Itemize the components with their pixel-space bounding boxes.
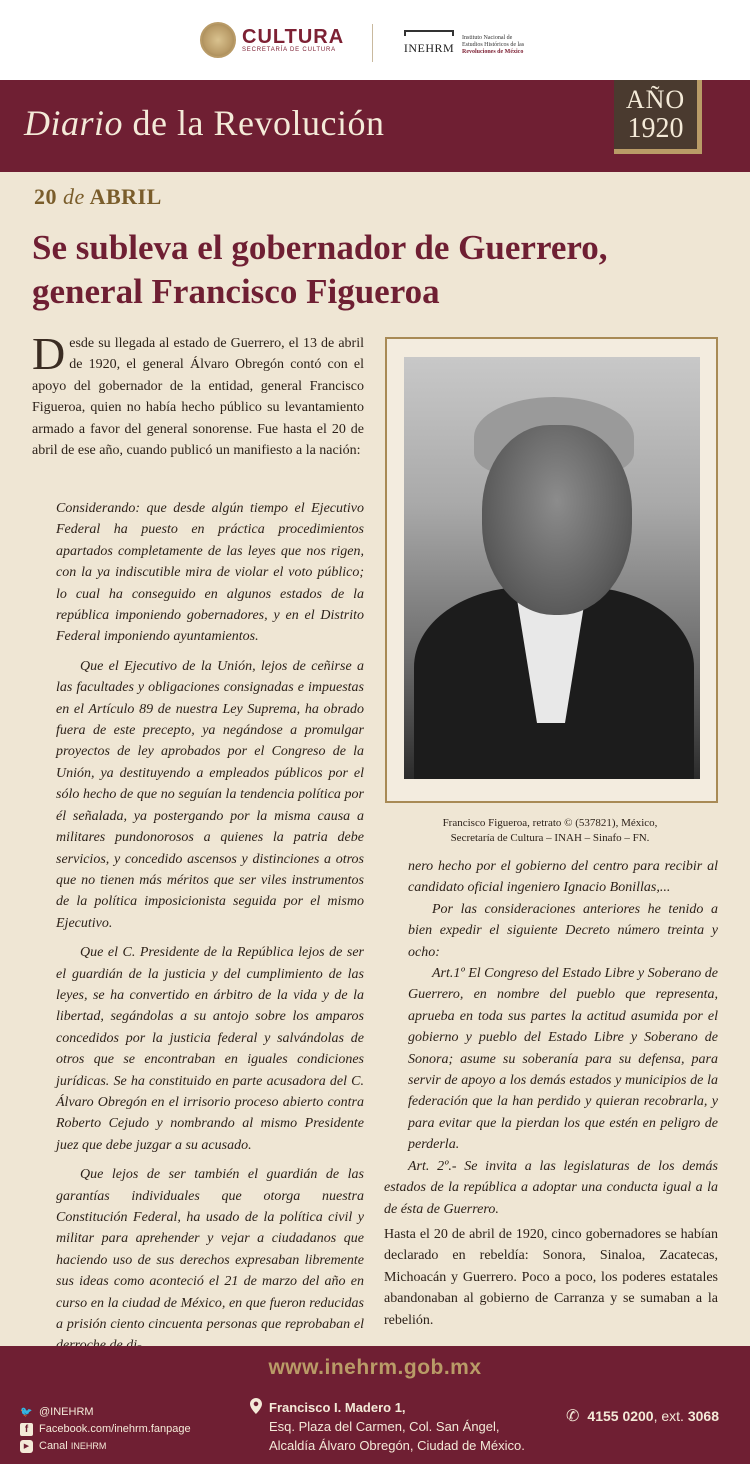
manifesto-quote-left bbox=[56, 498, 364, 1357]
inehrm-fullname: Instituto Nacional de Estudios Históricos de las Revoluciones de México bbox=[462, 35, 525, 55]
twitter-link[interactable]: 🐦 @INEHRM bbox=[20, 1406, 94, 1418]
quote-paragraph: Que el Ejecutivo de la Unión, lejos de ceñirse a las facultades y obligaciones consignadas e impuestas en el Artículo 89 de nuestra Ley Suprema, ha obrado fuera de este precepto, ya negándose a promulgar proyectos de ley aprobados por el Congreso de la Unión, ya destituyendo a empleados públicos por el sólo hecho de que no seguían la tendencia política por él señalada, ya postergando por la misma causa a militares pundonorosos a quienes la patria debe servicios, y concedido ascensos y distinciones a otros que no tienen más méritos que ser viles instrumentos de la política imposicionista seguida por el mismo Ejecutivo. bbox=[56, 658, 364, 931]
social-links bbox=[20, 1404, 191, 1455]
entry-date: 20 de ABRIL bbox=[34, 184, 162, 209]
closing-paragraph: Hasta el 20 de abril de 1920, cinco gobernadores se habían declarado en rebeldía: Sonora, Sinaloa, Zacatecas, Michoacán y Guerrero. Poco a poco, los poderes estatales abandonaban al gobierno de Carranza y se sumaban a la rebelión. bbox=[384, 1227, 718, 1328]
phone-contact[interactable]: ✆ 4155 0200 , ext. 3068 bbox=[566, 1408, 719, 1425]
mexico-seal-icon bbox=[200, 22, 236, 58]
location-pin-icon bbox=[250, 1398, 262, 1414]
inehrm-wordmark: INEHRM bbox=[403, 41, 455, 55]
address-block bbox=[250, 1398, 525, 1455]
drop-cap: D bbox=[32, 328, 66, 379]
cultura-logo[interactable] bbox=[200, 22, 344, 58]
address-line: Esq. Plaza del Carmen, Col. San Ángel, bbox=[269, 1419, 500, 1434]
logo-divider bbox=[372, 24, 373, 62]
intro-paragraph: Desde su llegada al estado de Guerrero, el 13 de abril de 1920, el general Álvaro Obregón contó con el apoyo del gobernador de la entidad, general Francisco Figueroa, quien no había hecho público su levantamiento armado a favor del general sonorense. Fue hasta el 20 de abril de ese año, cuando publicó un manifiesto a la nación: bbox=[32, 328, 364, 459]
footer bbox=[0, 1346, 750, 1464]
website-link[interactable]: www.inehrm.gob.mx bbox=[268, 1356, 482, 1379]
publication-title: Diario de la Revolución bbox=[24, 103, 385, 143]
top-header bbox=[0, 0, 750, 80]
quote-paragraph: Art.1º El Congreso del Estado Libre y Soberano de Guerrero, en nombre del pueblo que representa, aprueba en toda sus partes la actitud asumida por el gobierno y pueblo del Estado Libre y Soberano de Sonora; asume su soberanía para su defensa, para servir de apoyo a los demás estados y municipios de la federación que la han perdido y quieran recobrarla, y para evitar que la pierdan los que estén en peligro de perderla. bbox=[408, 966, 719, 1153]
quote-paragraph: Por las consideraciones anteriores he tenido a bien expedir el siguiente Decreto número treinta y ocho: bbox=[408, 901, 718, 960]
portrait-photo bbox=[404, 357, 700, 779]
youtube-icon: ▶ bbox=[20, 1440, 33, 1453]
quote-paragraph: Considerando: que desde algún tiempo el Ejecutivo Federal ha puesto en práctica procedimientos apartados completamente de las leyes que nos rigen, con la ya indiscutible mira de violar el voto público; lo cual ha conseguido en algunos estados de la república imponiendo gobernadores, y en el Distrito Federal imponiendo ayuntamientos. bbox=[56, 501, 364, 645]
photo-caption: Francisco Figueroa, retrato © (537821), México, Secretaría de Cultura – INAH – Sinafo – FN. bbox=[442, 817, 658, 844]
phone-icon: ✆ bbox=[566, 1408, 580, 1425]
inehrm-logo[interactable] bbox=[400, 30, 524, 56]
twitter-icon: 🐦 bbox=[20, 1407, 33, 1418]
youtube-link[interactable]: ▶ Canal INEHRM bbox=[20, 1438, 191, 1455]
year-value: 1920 bbox=[627, 113, 684, 144]
year-label: AÑO bbox=[625, 85, 686, 114]
cultura-wordmark: CULTURA bbox=[242, 26, 345, 48]
inehrm-building-icon bbox=[400, 30, 458, 56]
year-badge bbox=[614, 80, 702, 154]
cultura-subtitle: SECRETARÍA DE CULTURA bbox=[242, 47, 336, 53]
quote-paragraph: Art. 2º.- Se invita a las legislaturas de los demás estados de la república a adoptar una conducta igual a la de ésta de Guerrero. bbox=[384, 1158, 718, 1217]
article-headline: Se subleva el gobernador de Guerrero, general Francisco Figueroa bbox=[32, 228, 608, 311]
quote-paragraph: Que el C. Presidente de la República lejos de ser el guardián de la justicia y del cumplimiento de las leyes, se ha convertido en árbitro de la vida y de la libertad, segándolas a su antojo sobre los amparos concedidos por la justicia federal y salvándolas de otros que se encontraban en iguales condiciones jurídicas. Se ha constituido en parte acusadora del C. Álvaro Obregón en el irrisorio proceso abierto contra Roberto Cejudo y nombrando al mismo Presidente juez que debe juzgar a su acusado. bbox=[56, 945, 364, 1153]
facebook-icon: f bbox=[20, 1423, 33, 1436]
address-street: Francisco I. Madero 1, bbox=[269, 1400, 406, 1415]
quote-paragraph: nero hecho por el gobierno del centro para recibir al candidato oficial ingeniero Ignacio Bonillas,... bbox=[408, 859, 718, 896]
quote-paragraph: Que lejos de ser también el guardián de las garantías individuales que otorga nuestra Constitución Federal, ha usado de la política civil y militar para aprehender y vejar a ciudadanos que haciendo uso de sus derechos expresaban libremente sus ideas como aconteció el 21 de marzo del año en curso en la ciudad de México, en que fueron reducidas a prisión ciento cincuenta personas que reprobaban el bbox=[56, 1167, 364, 1333]
facebook-link[interactable]: f Facebook.com/inehrm.fanpage bbox=[20, 1421, 191, 1438]
manifesto-quote-right bbox=[384, 856, 719, 1220]
address-line: Alcaldía Álvaro Obregón, Ciudad de México. bbox=[269, 1438, 525, 1453]
